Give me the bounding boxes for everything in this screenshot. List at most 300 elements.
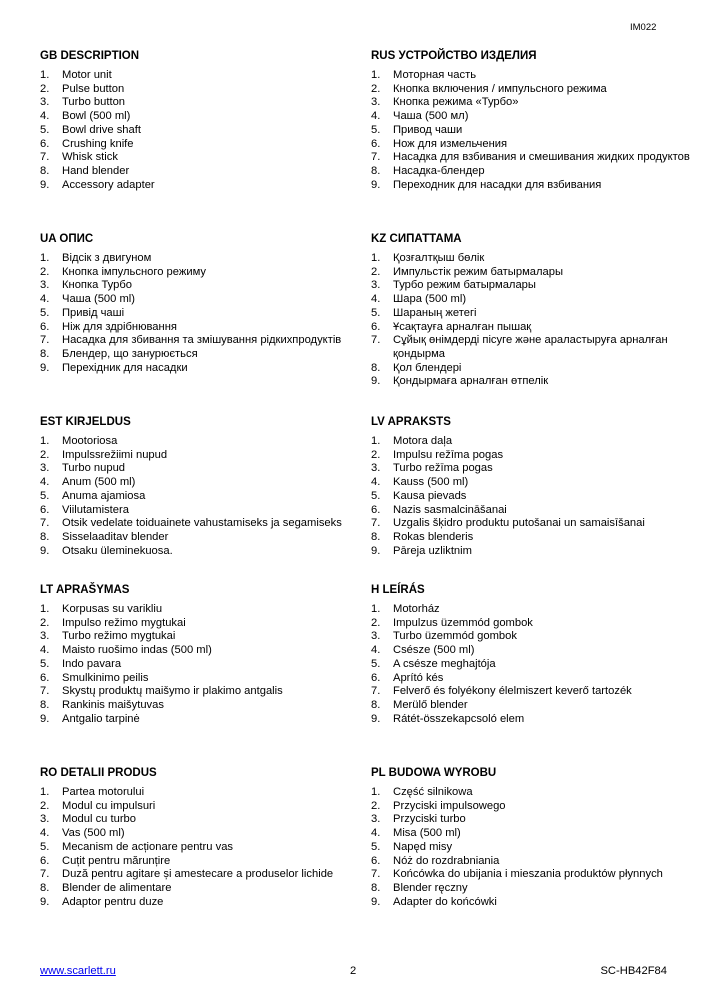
- list-item: [40, 266, 360, 280]
- item-number: 1.: [371, 786, 381, 798]
- parts-list: [40, 435, 360, 558]
- section-est: [40, 416, 360, 558]
- list-item: [40, 603, 360, 617]
- item-number: 5.: [40, 123, 50, 136]
- item-label: Моторная часть: [393, 69, 477, 81]
- item-label: Csésze (500 ml): [393, 644, 475, 657]
- item-number: 6.: [40, 671, 50, 684]
- item-number: 2.: [40, 265, 50, 278]
- list-item: [40, 165, 360, 179]
- item-label: Crushing knife: [62, 137, 134, 150]
- list-item: [40, 504, 360, 518]
- list-item: [371, 786, 691, 800]
- item-label: Przyciski impulsowego: [393, 799, 506, 812]
- list-item: [40, 545, 360, 559]
- item-label: Кнопка режима «Турбо»: [393, 96, 519, 109]
- item-number: 2.: [40, 616, 50, 629]
- item-number: 4.: [40, 827, 50, 840]
- item-number: 2.: [40, 448, 50, 461]
- item-label: Қозғалтқыш бөлік: [393, 252, 485, 264]
- item-label: Viilutamistera: [62, 503, 129, 516]
- list-item: [40, 800, 360, 814]
- list-item: [40, 531, 360, 545]
- item-label: Насадка-блендер: [393, 164, 485, 177]
- item-label: Impulssrežiimi nupud: [62, 448, 168, 461]
- item-label: Aprító kés: [393, 671, 444, 684]
- list-item: [371, 882, 691, 896]
- item-number: 8.: [40, 698, 50, 711]
- list-item: [371, 293, 691, 307]
- item-label: Блендер, що занурюється: [62, 347, 198, 360]
- list-item: [40, 841, 360, 855]
- list-item: [371, 800, 691, 814]
- item-label: Anuma ajamiosa: [62, 489, 146, 502]
- item-label: Hand blender: [62, 164, 130, 177]
- item-label: Misa (500 ml): [393, 827, 461, 840]
- list-item: [40, 617, 360, 631]
- list-item: [371, 151, 691, 165]
- item-label: Чаша (500 ml): [62, 293, 136, 306]
- item-label: Motorház: [393, 603, 440, 615]
- item-number: 1.: [371, 435, 381, 447]
- list-item: [371, 321, 691, 335]
- list-item: [40, 83, 360, 97]
- document-code: IM022: [630, 22, 657, 33]
- item-number: 6.: [371, 320, 381, 333]
- item-label: Cuțit pentru mărunțire: [62, 854, 171, 867]
- list-item: [371, 841, 691, 855]
- item-label: Nazis sasmalcināšanai: [393, 503, 507, 516]
- item-number: 2.: [40, 799, 50, 812]
- section-title: H LEÍRÁS: [371, 584, 425, 596]
- item-number: 8.: [371, 881, 381, 894]
- item-label: Bowl (500 ml): [62, 110, 131, 123]
- item-number: 6.: [371, 503, 381, 516]
- item-label: Maisto ruošimo indas (500 ml): [62, 644, 212, 657]
- list-item: [371, 545, 691, 559]
- item-label: Impulzus üzemmód gombok: [393, 616, 533, 629]
- item-label: Привід чаші: [62, 306, 125, 319]
- item-number: 7.: [371, 868, 381, 881]
- list-item: [40, 96, 360, 110]
- list-item: [371, 334, 691, 361]
- page-footer: [40, 965, 667, 981]
- list-item: [371, 252, 691, 266]
- list-item: [40, 813, 360, 827]
- section-title: EST KIRJELDUS: [40, 416, 131, 428]
- parts-list: [371, 252, 691, 389]
- item-number: 3.: [371, 462, 381, 475]
- list-item: [371, 462, 691, 476]
- item-number: 8.: [371, 698, 381, 711]
- item-number: 2.: [371, 448, 381, 461]
- item-label: Część silnikowa: [393, 786, 473, 798]
- item-number: 1.: [371, 69, 381, 81]
- item-label: Nóż do rozdrabniania: [393, 854, 500, 867]
- list-item: [371, 896, 691, 910]
- item-label: Felverő és folyékony élelmiszert keverő tartozék: [393, 685, 632, 698]
- item-number: 4.: [40, 476, 50, 489]
- item-number: 9.: [40, 712, 50, 725]
- item-label: Whisk stick: [62, 151, 118, 164]
- item-number: 6.: [40, 854, 50, 867]
- section-title: RO DETALII PRODUS: [40, 767, 157, 779]
- item-number: 1.: [40, 69, 50, 81]
- item-number: 5.: [40, 489, 50, 502]
- item-number: 6.: [40, 137, 50, 150]
- item-number: 7.: [40, 151, 50, 164]
- item-number: 5.: [371, 123, 381, 136]
- section-title: RUS УСТРОЙСТВО ИЗДЕЛИЯ: [371, 50, 537, 62]
- list-item: [40, 490, 360, 504]
- item-number: 3.: [371, 96, 381, 109]
- list-item: [40, 179, 360, 193]
- list-item: [40, 630, 360, 644]
- section-title: UA ОПИС: [40, 233, 94, 245]
- item-number: 9.: [371, 375, 381, 388]
- item-label: Sisselaaditav blender: [62, 530, 169, 543]
- item-number: 7.: [371, 334, 381, 347]
- list-item: [40, 517, 360, 531]
- item-number: 6.: [40, 503, 50, 516]
- list-item: [371, 69, 691, 83]
- item-label: Шара (500 ml): [393, 293, 467, 306]
- section-kz: [371, 233, 691, 389]
- page-number: 2: [350, 965, 357, 977]
- list-item: [40, 644, 360, 658]
- list-item: [371, 179, 691, 193]
- list-item: [40, 138, 360, 152]
- item-label: Rokas blenderis: [393, 530, 474, 543]
- item-number: 1.: [371, 603, 381, 615]
- item-number: 1.: [371, 252, 381, 264]
- item-label: Smulkinimo peilis: [62, 671, 149, 684]
- item-number: 7.: [40, 685, 50, 698]
- item-label: Antgalio tarpinė: [62, 712, 140, 725]
- item-number: 3.: [40, 630, 50, 643]
- item-number: 5.: [371, 489, 381, 502]
- item-number: 4.: [40, 110, 50, 123]
- item-number: 7.: [40, 334, 50, 347]
- item-number: 8.: [40, 881, 50, 894]
- item-label: Кнопка імпульсного режиму: [62, 265, 207, 278]
- item-label: Pulse button: [62, 82, 125, 95]
- list-item: [40, 786, 360, 800]
- list-item: [371, 699, 691, 713]
- item-label: Pāreja uzliktnim: [393, 544, 472, 557]
- item-number: 6.: [371, 137, 381, 150]
- list-item: [40, 293, 360, 307]
- parts-list: [40, 786, 360, 909]
- item-label: Turbo režīma pogas: [393, 462, 493, 475]
- list-item: [40, 658, 360, 672]
- list-item: [371, 855, 691, 869]
- item-label: Rankinis maišytuvas: [62, 698, 164, 711]
- list-item: [40, 307, 360, 321]
- item-label: Motor unit: [62, 69, 112, 81]
- parts-list: [40, 252, 360, 375]
- item-label: Переходник для насадки для взбивания: [393, 178, 602, 191]
- item-number: 2.: [371, 799, 381, 812]
- item-label: Motora daļa: [393, 435, 453, 447]
- list-item: [371, 435, 691, 449]
- item-label: Przyciski turbo: [393, 813, 466, 826]
- list-item: [371, 517, 691, 531]
- item-label: Қондырмаға арналған өтпелік: [393, 375, 549, 388]
- item-number: 7.: [371, 517, 381, 530]
- item-number: 9.: [40, 178, 50, 191]
- item-number: 8.: [371, 530, 381, 543]
- list-item: [40, 882, 360, 896]
- item-label: Kauss (500 ml): [393, 476, 469, 489]
- item-label: Uzgalis šķidro produktu putošanai un samaisīšanai: [393, 517, 645, 530]
- item-label: Rátét-összekapcsoló elem: [393, 712, 525, 725]
- item-number: 4.: [40, 293, 50, 306]
- section-title: KZ СИПАТТАМА: [371, 233, 462, 245]
- item-number: 4.: [371, 476, 381, 489]
- list-item: [371, 266, 691, 280]
- list-item: [40, 855, 360, 869]
- item-label: Сұйық өнімдерді пісуге және араластыруға арналған қондырма: [393, 334, 668, 360]
- website-link[interactable]: www.scarlett.ru: [40, 965, 116, 977]
- list-item: [40, 348, 360, 362]
- list-item: [371, 630, 691, 644]
- item-label: Napęd misy: [393, 840, 453, 853]
- list-item: [40, 896, 360, 910]
- item-number: 9.: [40, 544, 50, 557]
- section-ua: [40, 233, 360, 375]
- list-item: [40, 334, 360, 348]
- item-label: Turbo nupud: [62, 462, 126, 475]
- list-item: [40, 435, 360, 449]
- parts-list: [40, 69, 360, 192]
- list-item: [40, 110, 360, 124]
- item-label: Adaptor pentru duze: [62, 895, 164, 908]
- item-label: Відсік з двигуном: [62, 252, 152, 264]
- item-number: 9.: [371, 895, 381, 908]
- item-label: Anum (500 ml): [62, 476, 136, 489]
- item-number: 9.: [371, 712, 381, 725]
- parts-list: [371, 786, 691, 909]
- item-label: Turbo režimo mygtukai: [62, 630, 176, 643]
- item-number: 3.: [40, 813, 50, 826]
- section-gb: [40, 50, 360, 192]
- item-number: 9.: [371, 544, 381, 557]
- item-label: Impulsu režīma pogas: [393, 448, 504, 461]
- item-label: Otsaku üleminekuosa.: [62, 544, 173, 557]
- item-label: Кнопка Турбо: [62, 279, 132, 292]
- item-number: 9.: [40, 361, 50, 374]
- section-title: LT APRAŠYMAS: [40, 584, 130, 596]
- item-number: 8.: [40, 164, 50, 177]
- item-label: Końcówka do ubijania i mieszania produktów płynnych: [393, 868, 663, 881]
- list-item: [40, 685, 360, 699]
- list-item: [40, 151, 360, 165]
- item-label: Turbo button: [62, 96, 126, 109]
- list-item: [371, 124, 691, 138]
- list-item: [371, 165, 691, 179]
- list-item: [371, 658, 691, 672]
- list-item: [371, 617, 691, 631]
- item-number: 9.: [40, 895, 50, 908]
- item-label: Partea motorului: [62, 786, 145, 798]
- item-label: Vas (500 ml): [62, 827, 125, 840]
- item-number: 8.: [40, 530, 50, 543]
- parts-list: [371, 69, 691, 192]
- list-item: [371, 685, 691, 699]
- list-item: [40, 362, 360, 376]
- list-item: [40, 672, 360, 686]
- list-item: [40, 476, 360, 490]
- item-number: 6.: [40, 320, 50, 333]
- item-label: Насадка для збивання та змішування рідкихпродуктів: [62, 334, 342, 347]
- item-number: 3.: [371, 630, 381, 643]
- item-number: 3.: [40, 96, 50, 109]
- list-item: [371, 449, 691, 463]
- item-label: Перехідник для насадки: [62, 361, 188, 374]
- item-label: Adapter do końcówki: [393, 895, 497, 908]
- list-item: [40, 124, 360, 138]
- list-item: [40, 69, 360, 83]
- item-label: Mecanism de acționare pentru vas: [62, 840, 234, 853]
- list-item: [371, 307, 691, 321]
- item-label: Blender ręczny: [393, 881, 468, 894]
- item-number: 8.: [40, 347, 50, 360]
- item-label: A csésze meghajtója: [393, 657, 496, 670]
- list-item: [40, 827, 360, 841]
- item-label: Impulso režimo mygtukai: [62, 616, 186, 629]
- item-number: 3.: [40, 462, 50, 475]
- list-item: [40, 449, 360, 463]
- item-label: Ніж для здрібнювання: [62, 320, 177, 333]
- item-number: 7.: [371, 151, 381, 164]
- item-number: 1.: [40, 252, 50, 264]
- item-number: 5.: [371, 657, 381, 670]
- list-item: [371, 644, 691, 658]
- item-label: Чаша (500 мл): [393, 110, 469, 123]
- list-item: [371, 83, 691, 97]
- item-number: 2.: [371, 616, 381, 629]
- model-number: SC-HB42F84: [600, 965, 667, 977]
- section-lt: [40, 584, 360, 726]
- item-label: Kausa pievads: [393, 489, 467, 502]
- section-lv: [371, 416, 691, 558]
- item-number: 7.: [371, 685, 381, 698]
- item-label: Otsik vedelate toiduainete vahustamiseks ja segamiseks: [62, 517, 342, 530]
- item-label: Modul cu impulsuri: [62, 799, 156, 812]
- item-number: 4.: [371, 827, 381, 840]
- item-label: Шараның жетегі: [393, 306, 477, 319]
- item-number: 1.: [40, 435, 50, 447]
- item-number: 6.: [371, 854, 381, 867]
- item-label: Нож для измельчения: [393, 137, 508, 150]
- list-item: [40, 868, 360, 882]
- list-item: [40, 321, 360, 335]
- list-item: [371, 672, 691, 686]
- list-item: [40, 252, 360, 266]
- item-label: Кнопка включения / импульсного режима: [393, 82, 607, 95]
- item-number: 5.: [371, 840, 381, 853]
- item-number: 8.: [371, 361, 381, 374]
- list-item: [371, 603, 691, 617]
- item-number: 5.: [371, 306, 381, 319]
- item-number: 4.: [371, 110, 381, 123]
- item-label: Турбо режим батырмалары: [393, 279, 536, 292]
- item-label: Привод чаши: [393, 123, 463, 136]
- list-item: [371, 138, 691, 152]
- item-number: 3.: [371, 813, 381, 826]
- item-number: 6.: [371, 671, 381, 684]
- list-item: [371, 96, 691, 110]
- item-number: 7.: [40, 868, 50, 881]
- item-number: 4.: [371, 644, 381, 657]
- item-number: 4.: [371, 293, 381, 306]
- parts-list: [371, 603, 691, 726]
- item-label: Merülő blender: [393, 698, 468, 711]
- section-rus: [371, 50, 691, 192]
- list-item: [40, 699, 360, 713]
- item-number: 7.: [40, 517, 50, 530]
- item-label: Accessory adapter: [62, 178, 155, 191]
- item-label: Modul cu turbo: [62, 813, 137, 826]
- item-label: Қол блендері: [393, 361, 462, 374]
- item-number: 3.: [371, 279, 381, 292]
- item-label: Blender de alimentare: [62, 881, 172, 894]
- section-h: [371, 584, 691, 726]
- item-number: 9.: [371, 178, 381, 191]
- item-number: 3.: [40, 279, 50, 292]
- list-item: [371, 375, 691, 389]
- list-item: [371, 362, 691, 376]
- item-number: 2.: [371, 265, 381, 278]
- list-item: [371, 531, 691, 545]
- list-item: [40, 713, 360, 727]
- item-label: Turbo üzemmód gombok: [393, 630, 517, 643]
- item-label: Насадка для взбивания и смешивания жидких продуктов: [393, 151, 690, 164]
- list-item: [371, 713, 691, 727]
- item-label: Mootoriosa: [62, 435, 118, 447]
- item-number: 5.: [40, 657, 50, 670]
- section-title: LV APRAKSTS: [371, 416, 451, 428]
- list-item: [371, 827, 691, 841]
- list-item: [371, 868, 691, 882]
- list-item: [371, 490, 691, 504]
- list-item: [371, 813, 691, 827]
- item-label: Duză pentru agitare și amestecare a produselor lichide: [62, 868, 334, 881]
- list-item: [371, 504, 691, 518]
- item-label: Korpusas su varikliu: [62, 603, 163, 615]
- item-number: 1.: [40, 603, 50, 615]
- item-number: 5.: [40, 306, 50, 319]
- item-number: 2.: [40, 82, 50, 95]
- item-number: 1.: [40, 786, 50, 798]
- item-label: Bowl drive shaft: [62, 123, 141, 136]
- item-number: 5.: [40, 840, 50, 853]
- section-title: GB DESCRIPTION: [40, 50, 140, 62]
- item-number: 8.: [371, 164, 381, 177]
- item-label: Ұсақтауға арналған пышақ: [393, 320, 532, 333]
- list-item: [40, 279, 360, 293]
- item-label: Indo pavara: [62, 657, 122, 670]
- item-number: 4.: [40, 644, 50, 657]
- item-label: Skystų produktų maišymo ir plakimo antgalis: [62, 685, 283, 698]
- list-item: [371, 279, 691, 293]
- item-label: Импульстік режим батырмалары: [393, 265, 563, 278]
- section-title: PL BUDOWA WYROBU: [371, 767, 497, 779]
- parts-list: [371, 435, 691, 558]
- item-number: 2.: [371, 82, 381, 95]
- parts-list: [40, 603, 360, 726]
